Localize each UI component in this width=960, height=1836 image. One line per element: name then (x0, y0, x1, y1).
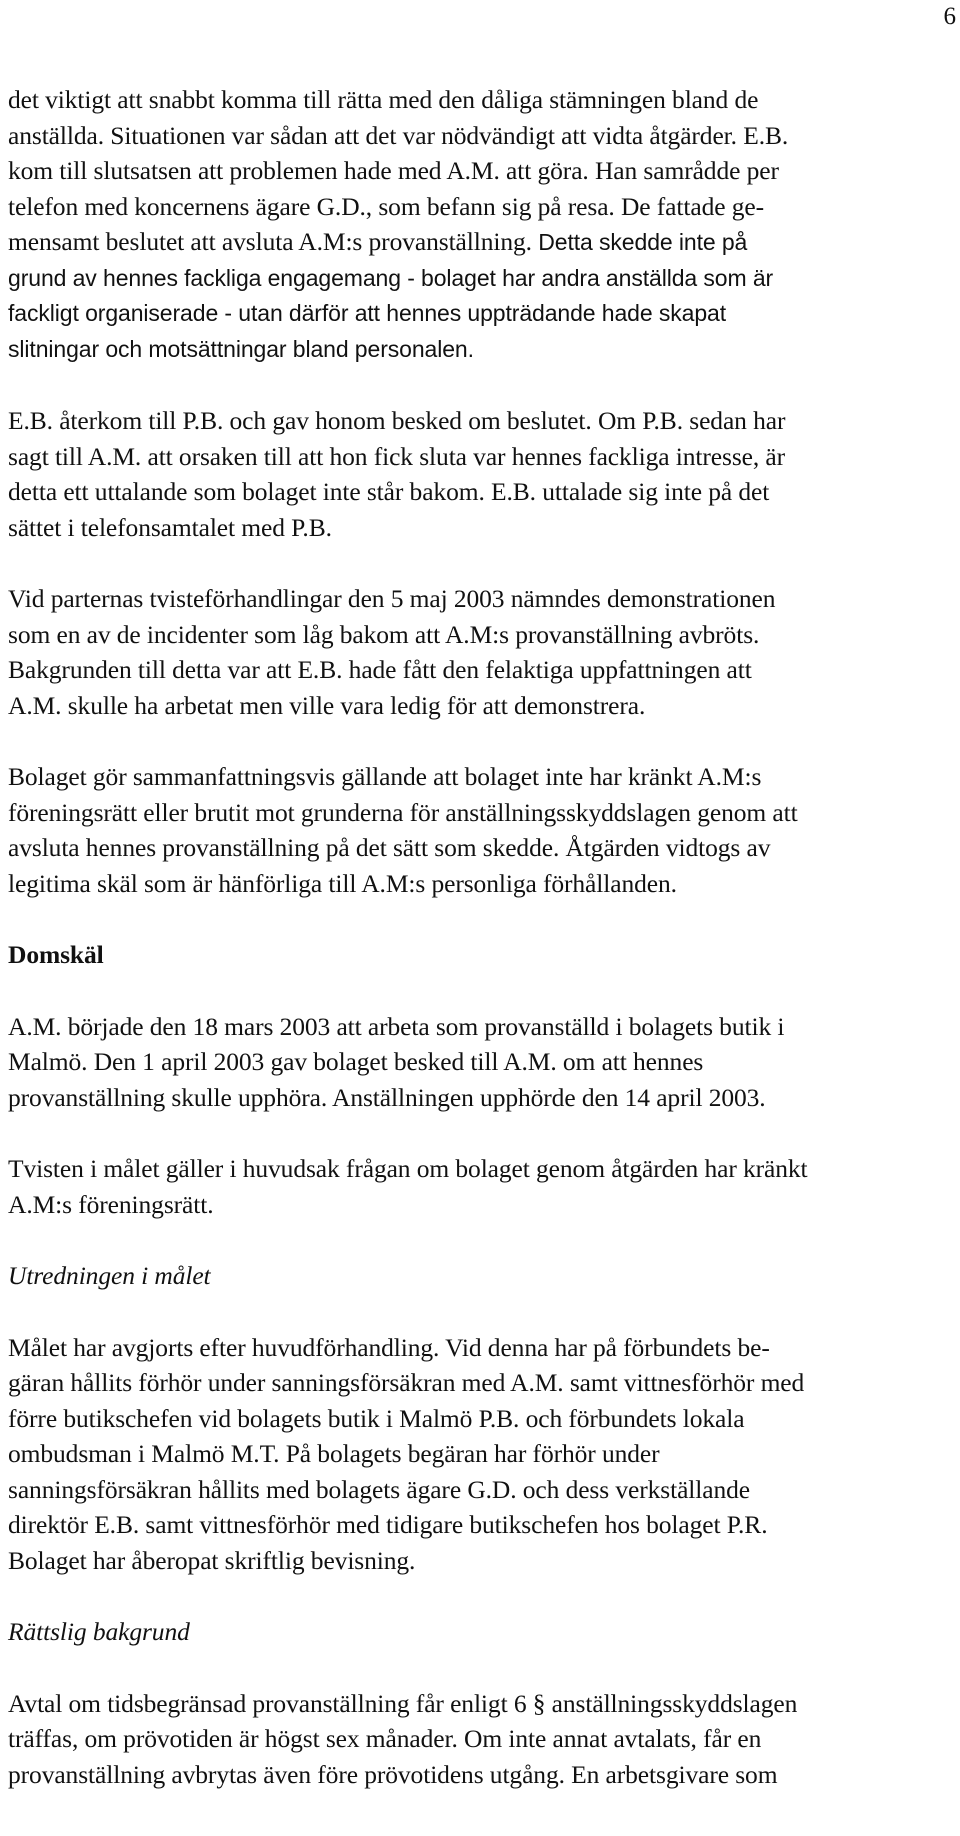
text-line: A.M. skulle ha arbetat men ville vara ledig för att demonstrera. (8, 690, 646, 720)
document-body (8, 82, 960, 1828)
section-heading-utredningen: Utredningen i målet (8, 1261, 211, 1290)
paragraph-hearing (8, 1330, 960, 1579)
text-segment-sans: Detta skedde inte på (531, 229, 748, 255)
text-line: gäran hållits förhör under sanningsförsäkran med A.M. samt vittnesförhör med (8, 1368, 805, 1397)
text-line: detta ett uttalande som bolaget inte står bakom. E.B. uttalade sig inte på det (8, 477, 770, 506)
text-line: föreningsrätt eller brutit mot grunderna för anställningsskyddslagen genom att (8, 797, 798, 827)
text-line: Vid parternas tvisteförhandlingar den 5 maj 2003 nämndes demonstrationen (8, 584, 776, 613)
text-line: Tvisten i målet gäller i huvudsak frågan om bolaget genom åtgärden har kränkt (8, 1154, 808, 1183)
text-line: Avtal om tidsbegränsad provanställning får enligt 6 § anställningsskyddslagen (8, 1688, 798, 1718)
paragraph-employer-account (8, 82, 960, 367)
text-line (8, 224, 960, 261)
paragraph-legal-background (8, 1686, 960, 1793)
text-line: anställda. Situationen var sådan att det var nödvändigt att vidta åtgärder. E.B. (8, 120, 789, 150)
text-line: Bakgrunden till detta var att E.B. hade fått den felaktiga uppfattningen att (8, 655, 752, 684)
text-line: kom till slutsatsen att problemen hade med A.M. att göra. Han samrådde per (8, 156, 779, 185)
text-line: legitima skäl som är hänförliga till A.M:s personliga förhållanden. (8, 868, 677, 898)
text-line: fackligt organiserade - utan därför att hennes uppträdande hade skapat (8, 300, 726, 326)
text-line: telefon med koncernens ägare G.D., som befann sig på resa. De fattade ge- (8, 191, 764, 221)
text-line: Bolaget har åberopat skriftlig bevisning. (8, 1545, 416, 1575)
paragraph-negotiations (8, 581, 960, 723)
paragraph-dispute (8, 1151, 960, 1222)
text-line: A.M:s föreningsrätt. (8, 1189, 214, 1219)
paragraph-summary (8, 759, 960, 901)
text-line: sanningsförsäkran hållits med bolagets ägare G.D. och dess verkställande (8, 1474, 751, 1504)
text-line: provanställning skulle upphöra. Anställningen upphörde den 14 april 2003. (8, 1082, 766, 1112)
text-line: träffas, om prövotiden är högst sex månader. Om inte annat avtalats, får en (8, 1724, 762, 1753)
text-line: det viktigt att snabbt komma till rätta med den dåliga stämningen bland de (8, 85, 759, 114)
text-line: grund av hennes fackliga engagemang - bolaget har andra anställda som är (8, 264, 774, 291)
text-line: förre butikschefen vid bolagets butik i Malmö P.B. och förbundets lokala (8, 1403, 745, 1433)
text-line: ombudsman i Malmö M.T. På bolagets begäran har förhör under (8, 1439, 660, 1468)
text-line: A.M. började den 18 mars 2003 att arbeta som provanställd i bolagets butik i (8, 1011, 785, 1041)
text-line: provanställning avbrytas även före prövotidens utgång. En arbetsgivare som (8, 1759, 778, 1789)
text-line: Malmö. Den 1 april 2003 gav bolaget besked till A.M. om att hennes (8, 1047, 704, 1076)
text-line: som en av de incidenter som låg bakom att A.M:s provanställning avbröts. (8, 619, 760, 649)
text-line: direktör E.B. samt vittnesförhör med tidigare butikschefen hos bolaget P.R. (8, 1510, 768, 1539)
paragraph-employment-dates (8, 1009, 960, 1116)
text-line: slitningar och motsättningar bland personalen. (8, 335, 474, 362)
text-line: avsluta hennes provanställning på det sätt som skedde. Åtgärden vidtogs av (8, 833, 771, 862)
text-segment-serif: mensamt beslutet att avsluta A.M:s provanställning. (8, 227, 532, 256)
paragraph-eb-returned (8, 403, 960, 545)
text-line: sagt till A.M. att orsaken till att hon fick sluta var hennes fackliga intresse, är (8, 441, 786, 471)
page-number: 6 (943, 3, 956, 30)
section-heading-rattslig: Rättslig bakgrund (8, 1617, 190, 1646)
text-line: Målet har avgjorts efter huvudförhandling. Vid denna har på förbundets be- (8, 1332, 770, 1362)
text-line: E.B. återkom till P.B. och gav honom besked om beslutet. Om P.B. sedan har (8, 406, 786, 435)
text-line: Bolaget gör sammanfattningsvis gällande att bolaget inte har kränkt A.M:s (8, 762, 762, 791)
section-heading-domskal: Domskäl (8, 940, 104, 969)
text-line: sättet i telefonsamtalet med P.B. (8, 512, 332, 542)
